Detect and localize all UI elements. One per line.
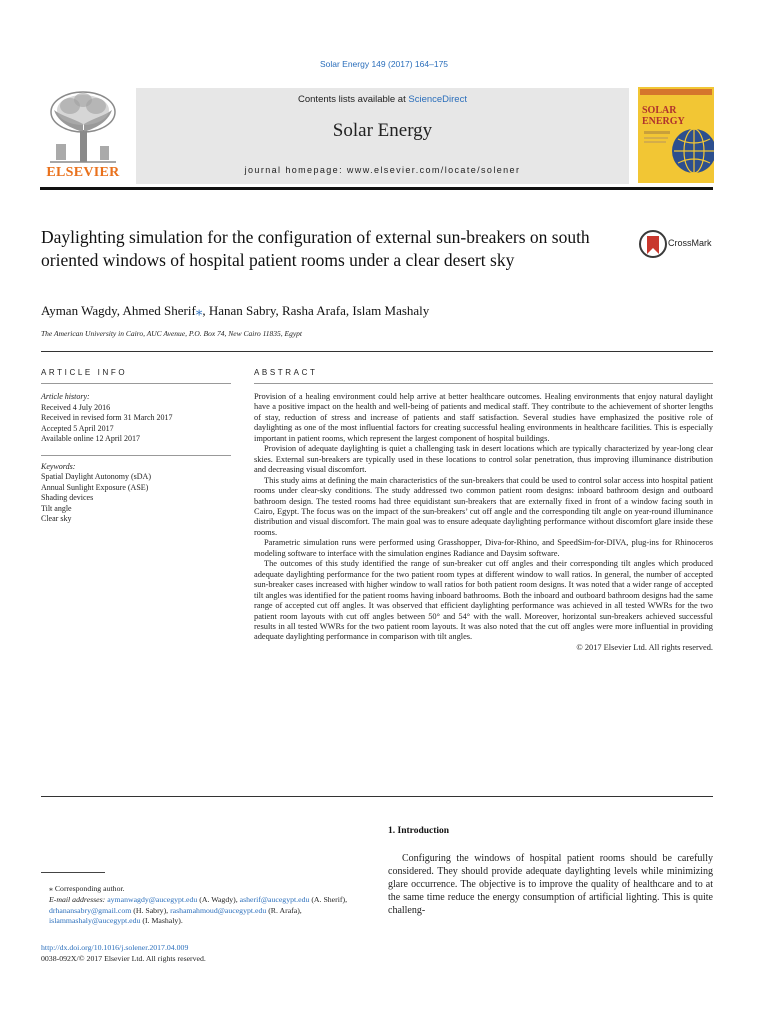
- email-link[interactable]: islammashaly@aucegypt.edu: [49, 916, 141, 926]
- footnote-rule: [41, 872, 105, 873]
- corresponding-author-mark[interactable]: ⁎: [195, 303, 203, 318]
- contents-line: [136, 94, 629, 105]
- abstract-paragraph: This study aims at defining the main characteristics of the sun-breakers that could be used to control solar access into hospital patient rooms under clear-sky conditions. The study addressed two common patient room designs: inboard bathroom design and outboard bathroom design. The tested rooms had three equidistant sun-breakers that are externally fixed in front of a window facing south in Cairo, Egypt. The focus was on the impact of the sun-breakers’ cut off angle and the corresponding tilt angle on year-round illuminance distribution and visual discomfort. The main goal was to ensure adequate daylighting performance without discomfort glare inside these rooms.: [254, 475, 713, 537]
- keyword-item: Shading devices: [41, 493, 94, 502]
- article-title: Daylighting simulation for the configuration of external sun-breakers on south oriented windows of hospital patient rooms under a clear desert sky: [41, 227, 590, 270]
- history-item: Available online 12 April 2017: [41, 434, 140, 443]
- email-owner: (A. Sherif),: [309, 894, 348, 904]
- abstract-heading: ABSTRACT: [254, 368, 318, 377]
- elsevier-logo[interactable]: [40, 88, 126, 184]
- article-info-rule: [41, 383, 231, 384]
- crossmark-icon: [639, 230, 667, 258]
- history-label: Article history:: [41, 392, 90, 401]
- cover-title-line-2: ENERGY: [642, 116, 685, 127]
- doi-block: [41, 942, 371, 964]
- journal-name: Solar Energy: [332, 120, 433, 141]
- article-info: [41, 392, 231, 525]
- journal-cover[interactable]: [638, 87, 714, 183]
- cover-title-line-1: SOLAR: [642, 105, 677, 116]
- sciencedirect-link[interactable]: ScienceDirect: [408, 94, 467, 105]
- email-link[interactable]: rashamahmoud@aucegypt.edu: [170, 905, 267, 915]
- journal-citation[interactable]: Solar Energy 149 (2017) 164–175: [319, 59, 449, 69]
- corresponding-author-note: ⁎ Corresponding author.: [49, 884, 125, 893]
- abstract-copyright: © 2017 Elsevier Ltd. All rights reserved.: [576, 642, 713, 652]
- abstract-body: [254, 392, 713, 653]
- email-owner: (I. Mashaly).: [140, 916, 183, 926]
- author-list: [41, 303, 429, 319]
- article-info-heading: ARTICLE INFO: [41, 368, 128, 377]
- footnotes: [41, 884, 371, 927]
- history-item: Received in revised form 31 March 2017: [41, 413, 173, 422]
- crossmark-badge[interactable]: [639, 230, 719, 258]
- elsevier-tree-icon: [40, 88, 126, 166]
- journal-masthead: [136, 88, 629, 184]
- email-addresses: [41, 895, 371, 927]
- issn-line: 0038-092X/© 2017 Elsevier Ltd. All rights reserved.: [41, 954, 206, 963]
- elsevier-wordmark: ELSEVIER: [46, 165, 120, 180]
- keyword-item: Clear sky: [41, 514, 72, 523]
- abstract-rule: [254, 383, 713, 384]
- abstract-paragraph: Provision of a healing environment could help arrive at better healthcare outcomes. Healing environments that enjoy natural daylight have a positive impact on the health and well-being of patients and medical staff. They contribute to the achievement of shorter lengths of stay, reduction of stress and increase of patients and staff satisfaction. Several studies have emphasized the positive role of daylighting as one of the most influential factors for creating successful healing environments in healthcare facilities. This is especially important in patient rooms, which represent the largest component of hospital buildings.: [254, 392, 713, 443]
- abstract-paragraph: Provision of adequate daylighting is quiet a challenging task in desert locations which are typically characterized by year-long clear skies. External sun-breakers are typically used in these locations to control solar penetration, thus improving illuminance distribution and decreasing visual discomfort.: [254, 444, 713, 475]
- email-label: E-mail addresses:: [49, 894, 108, 904]
- email-owner: (H. Sabry),: [131, 905, 171, 915]
- history-item: Accepted 5 April 2017: [41, 423, 114, 433]
- keywords-label: Keywords:: [41, 461, 76, 471]
- authors-after: , Hanan Sabry, Rasha Arafa, Islam Mashaly: [202, 303, 430, 318]
- homepage-prefix: journal homepage:: [244, 165, 347, 175]
- keyword-item: Annual Sunlight Exposure (ASE): [41, 482, 149, 492]
- abstract-bottom-rule: [41, 796, 713, 797]
- email-link[interactable]: drhanansabry@gmail.com: [49, 905, 132, 915]
- email-link[interactable]: aymanwagdy@aucegypt.edu: [107, 894, 198, 904]
- affiliation-rule: [41, 351, 713, 352]
- introduction-heading: 1. Introduction: [388, 826, 450, 836]
- header-rule: [40, 187, 713, 190]
- journal-homepage: [136, 165, 629, 175]
- contents-prefix: Contents lists available at: [298, 94, 409, 105]
- doi-link[interactable]: http://dx.doi.org/10.1016/j.solener.2017.04.009: [41, 943, 189, 952]
- keyword-item: Spatial Daylight Autonomy (sDA): [41, 472, 151, 481]
- authors-before: Ayman Wagdy, Ahmed Sherif: [41, 303, 196, 318]
- introduction-text: Configuring the windows of hospital patient rooms should be carefully considered. They should provide adequate daylighting levels while minimizing glare occurrence. The objective is to improve the quality of healthcare and to at the same time reduce the energy consumption of artificial lighting. This is quite challeng-: [388, 853, 713, 916]
- homepage-url[interactable]: www.elsevier.com/locate/solener: [346, 165, 521, 175]
- email-owner: (R. Arafa),: [266, 905, 302, 915]
- keyword-item: Tilt angle: [41, 503, 72, 513]
- cover-globe-icon: [638, 87, 714, 183]
- email-link[interactable]: asherif@aucegypt.edu: [239, 894, 310, 904]
- affiliation: The American University in Cairo, AUC Avenue, P.O. Box 74, New Cairo 11835, Egypt: [41, 329, 303, 338]
- abstract-paragraph: Parametric simulation runs were performed using Grasshopper, Diva-for-Rhino, and SpeedSim-for-DIVA, plug-ins for Rhinoceros modeling software to interface with the simulation engines Radiance and Daysim software.: [254, 538, 713, 558]
- crossmark-label: CrossMark: [668, 238, 712, 248]
- history-item: Received 4 July 2016: [41, 402, 111, 412]
- info-separator: [41, 455, 231, 456]
- email-owner: (A. Wagdy),: [197, 894, 240, 904]
- abstract-paragraph: The outcomes of this study identified the range of sun-breaker cut off angles and their corresponding tilt angles which produced adequate daylighting performance for the two patient room types at different window to wall ratios. In general, the number of accepted sun-breaker cases increased with higher window to wall ratios for both patient room designs. It was noted that a wider range of accepted tilt angles was identified for the patient rooms having inboard bathrooms. Both the inboard and outboard bathroom designs had the same range of accepted cut off angles. It was observed that efficient daylighting performance was achieved in all tested WWRs for the two patient room layouts with cut off angles between 50° and 54° with the wall. Moreover, horizontal sun-breakers achieved successful results in all tested WWRs for the two patient room layouts. It was also noted that the cut off angles were more influential in providing adequate daylighting performance in comparison with tilt angles.: [254, 559, 713, 642]
